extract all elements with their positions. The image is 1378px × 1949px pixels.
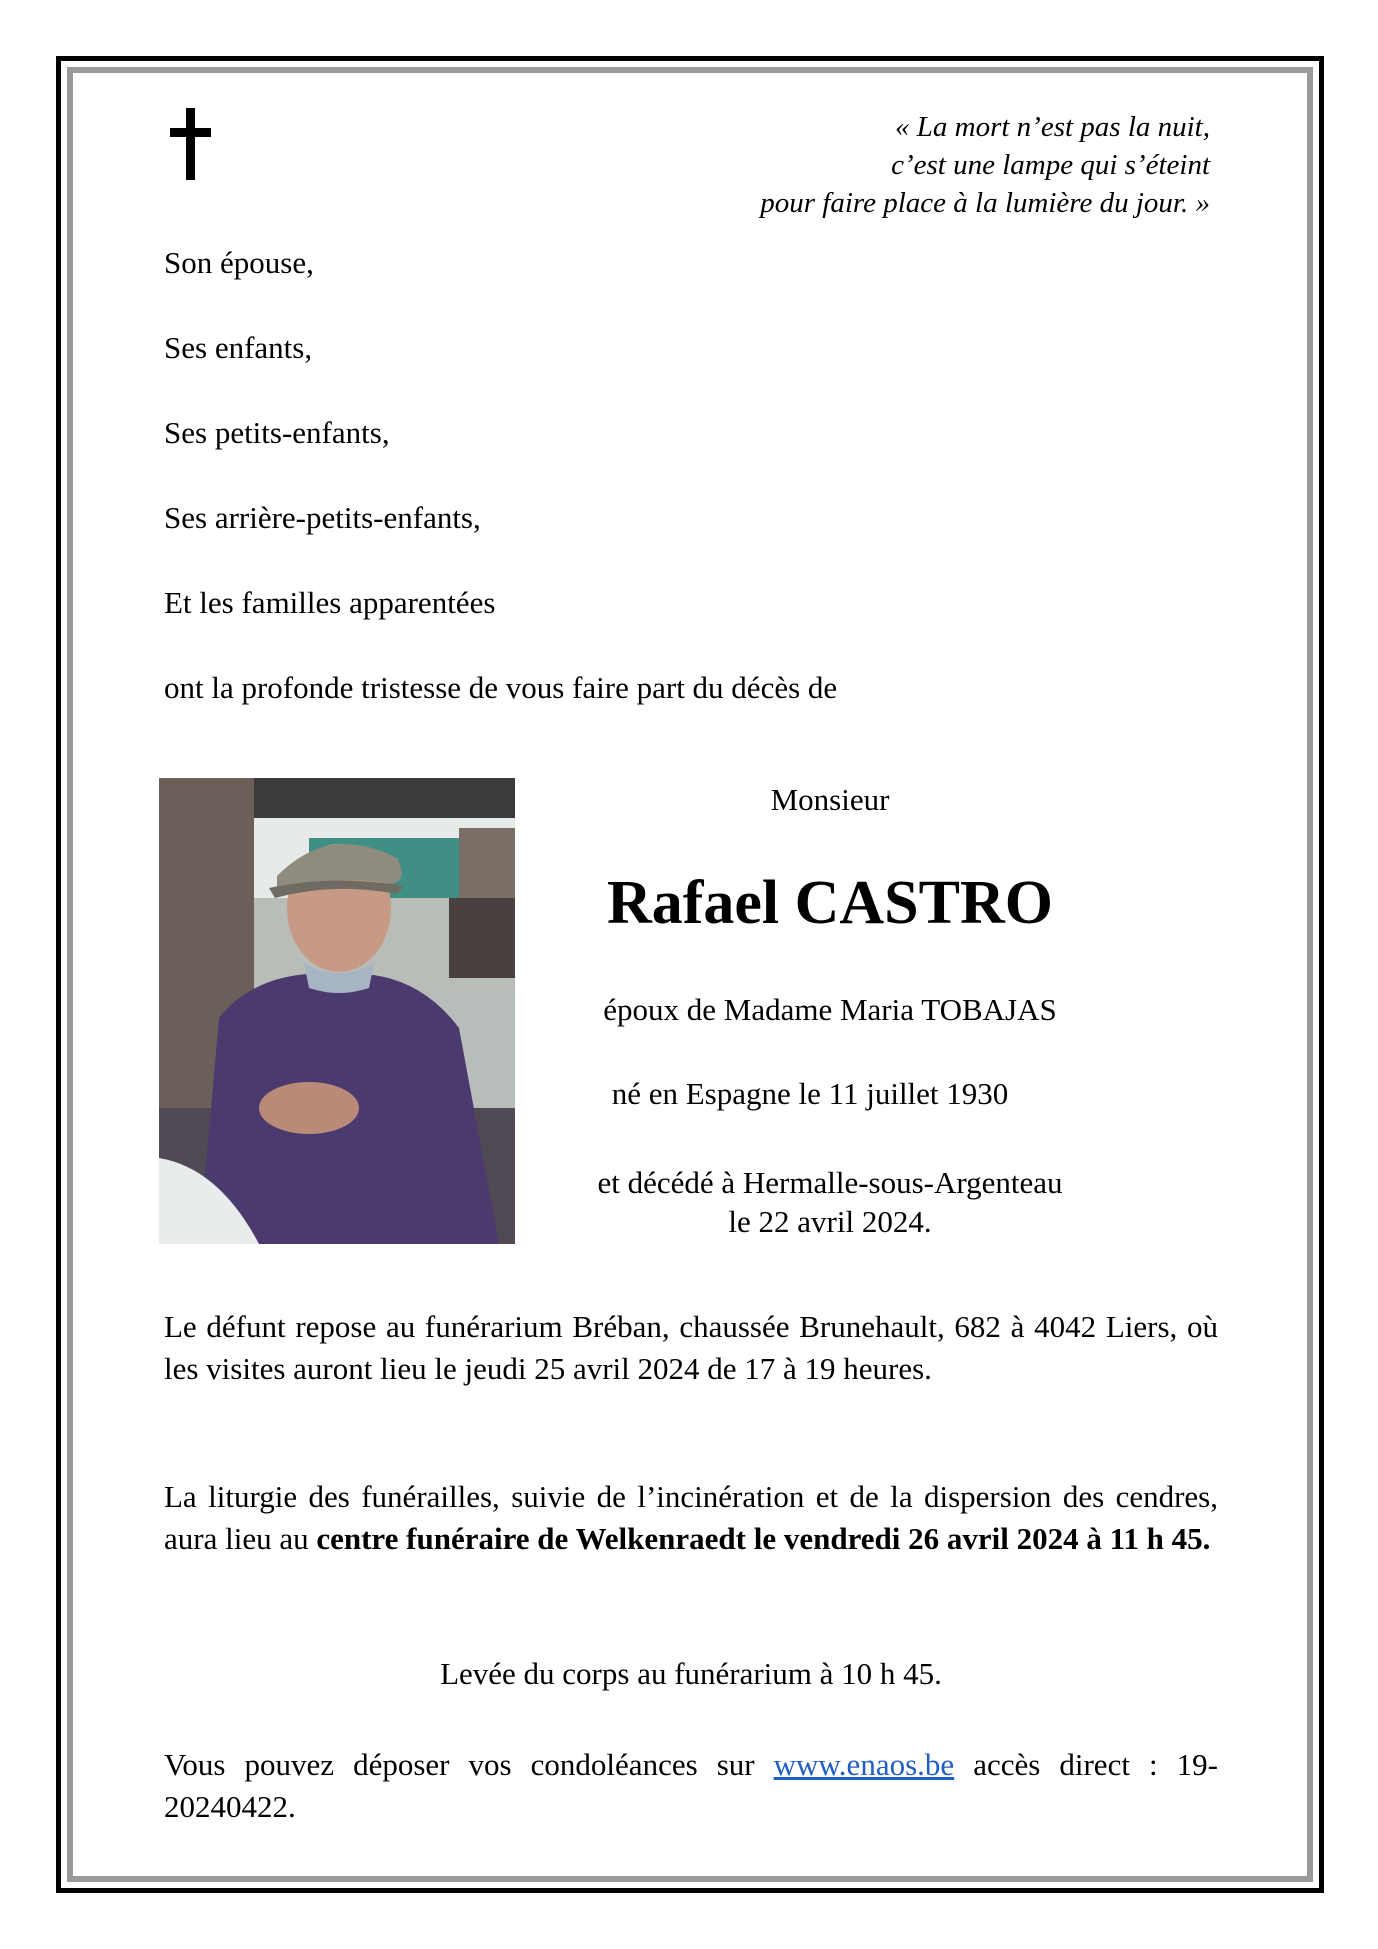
- levee-line: Levée du corps au funérarium à 10 h 45.: [440, 1656, 942, 1691]
- condolences-paragraph: [164, 1744, 1218, 1828]
- visitation-paragraph: Le défunt repose au funérarium Bréban, chaussée Brunehault, 682 à 4042 Liers, où les visites auront lieu le jeudi 25 avril 2024 de 17 à 19 heures.: [164, 1309, 1218, 1386]
- cross-icon: [166, 104, 216, 184]
- birth-line: né en Espagne le 11 juillet 1930: [611, 1076, 1009, 1111]
- family-line-grandchildren: Ses petits-enfants,: [164, 415, 390, 450]
- ceremony-location-date: centre funéraire de Welkenraedt le vendredi 26 avril 2024 à 11 h 45.: [316, 1521, 1211, 1556]
- condolences-access-code: accès direct : 19-20240422.: [164, 1747, 1218, 1824]
- spouse-line: époux de Madame Maria TOBAJAS: [603, 992, 1057, 1027]
- family-line-relatives: Et les familles apparentées: [164, 585, 496, 620]
- announcement-line: ont la profonde tristesse de vous faire part du décès de: [164, 670, 838, 705]
- quote-line: pour faire place à la lumière du jour. »: [760, 187, 1210, 219]
- quote-line: « La mort n’est pas la nuit,: [895, 111, 1210, 143]
- family-line-spouse: Son épouse,: [164, 245, 314, 280]
- quote-line: c’est une lampe qui s’éteint: [891, 149, 1210, 181]
- epigraph-quote: [760, 108, 1210, 222]
- death-place-line: et décédé à Hermalle-sous-Argenteau: [597, 1165, 1063, 1200]
- family-line-children: Ses enfants,: [164, 330, 313, 365]
- portrait-photo: [159, 778, 515, 1244]
- death-info: [560, 1163, 1100, 1241]
- family-line-great-grandchildren: Ses arrière-petits-enfants,: [164, 500, 481, 535]
- honorific: Monsieur: [770, 782, 890, 817]
- condolences-text: Vous pouvez déposer vos condoléances sur: [164, 1747, 774, 1782]
- ceremony-text: La liturgie des funérailles, suivie de l’incinération et de la dispersion des cendres, aura lieu au: [164, 1479, 1218, 1556]
- death-date-line: le 22 avril 2024.: [728, 1204, 932, 1239]
- condolences-link[interactable]: www.enaos.be: [773, 1747, 955, 1782]
- deceased-name: Rafael CASTRO: [606, 869, 1054, 937]
- ceremony-paragraph: [164, 1476, 1218, 1560]
